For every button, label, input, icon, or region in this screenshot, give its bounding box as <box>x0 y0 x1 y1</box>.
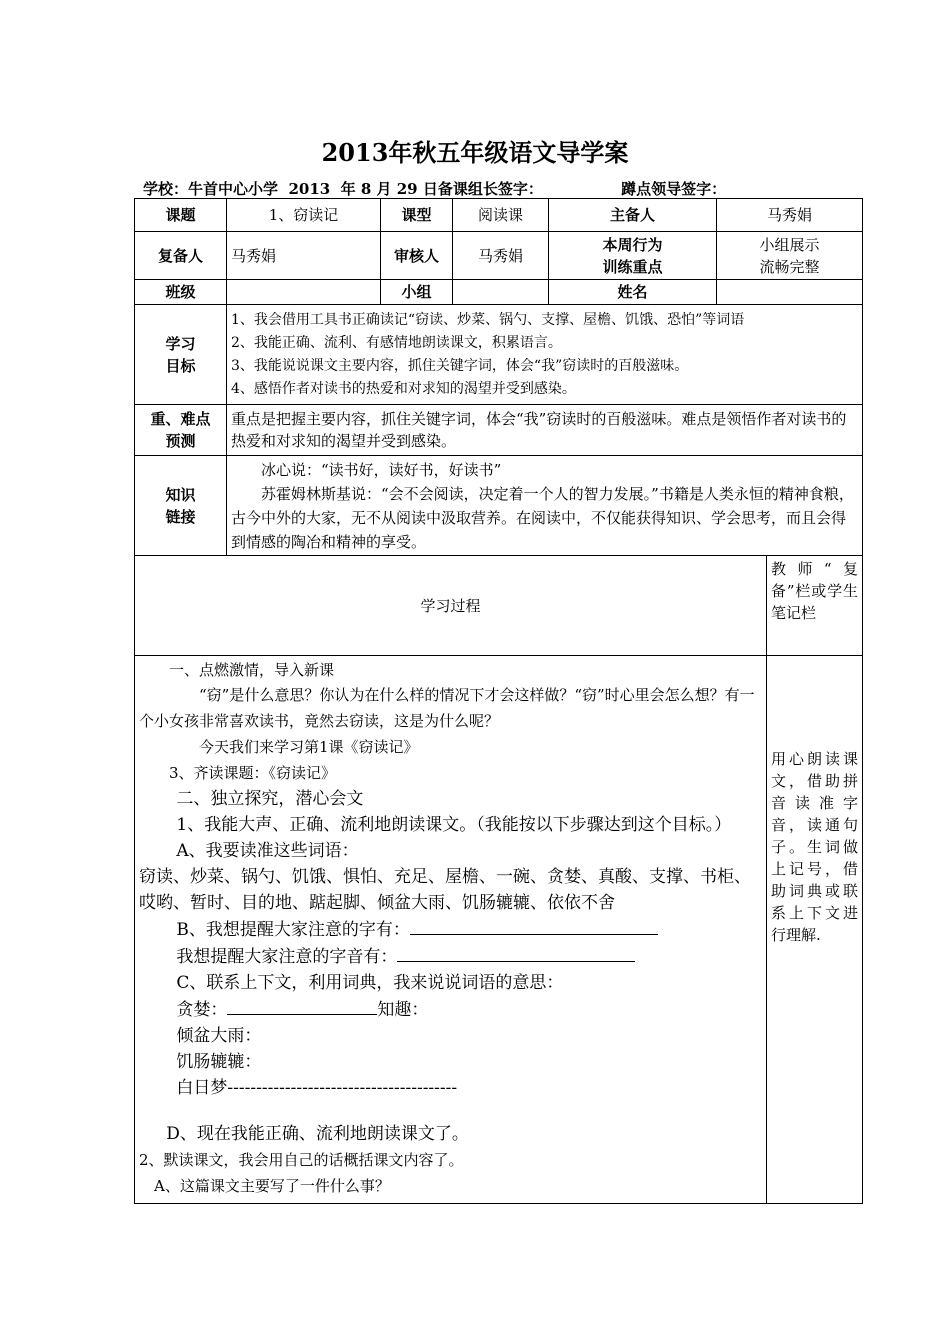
value-weekly-focus-b: 流畅完整 <box>759 257 820 276</box>
header-info: 学校：牛首中心小学 2013 年 8 月 29 日备课组长签字： 蹲点领导签字： <box>143 180 727 198</box>
word-list: 窃读、炒菜、锅勺、饥饿、惧怕、充足、屋檐、一碗、贪婪、真酸、支撑、书柜、哎哟、暂时、目的地、踮起脚、倾盆大雨、饥肠辘辘、依依不舍 <box>139 867 751 913</box>
value-topic: 1、窃读记 <box>227 199 381 232</box>
step-2: 2、默读课文，我会用自己的话概括课文内容了。 <box>139 1151 464 1169</box>
word-label: 知趣： <box>377 1000 429 1020</box>
word-label: 贪婪： <box>176 1000 228 1020</box>
teacher-note: 用心朗读课文，借助拼音读准字音，读通句子。生词做上记号，借助词典或联系上下文进行理解. <box>767 656 863 1204</box>
blank-line[interactable] <box>410 916 658 935</box>
label-weekly-focus-a: 本周行为 <box>602 235 663 254</box>
blank-line[interactable] <box>397 943 635 962</box>
goal-item: 4、感悟作者对读书的热爱和对求知的渴望并受到感染。 <box>231 380 576 397</box>
value-weekly-focus-a: 小组展示 <box>759 235 820 254</box>
value-name <box>717 280 863 305</box>
label-group: 小组 <box>381 280 453 305</box>
label-topic: 课题 <box>135 199 227 232</box>
label-key-points <box>135 405 227 456</box>
value-type: 阅读课 <box>453 199 549 232</box>
step-2a: A、这篇课文主要写了一件什么事？ <box>154 1177 390 1195</box>
intro-lesson: 今天我们来学习第1课《窃读记》 <box>199 738 419 756</box>
value-re-preparer: 马秀娟 <box>227 232 381 280</box>
step-read-aloud: 1、我能大声、正确、流利地朗读课文。（我能按以下步骤达到这个目标。） <box>176 815 732 835</box>
label-main-preparer: 主备人 <box>549 199 717 232</box>
section-heading: 一、点燃激情，导入新课 <box>169 661 335 679</box>
label-class: 班级 <box>135 280 227 305</box>
label-weekly-focus <box>549 232 717 280</box>
word-meaning-row: 倾盆大雨： <box>176 1026 262 1046</box>
step-b2-label: 我想提醒大家注意的字音有： <box>176 947 398 967</box>
label-goals <box>135 305 227 405</box>
value-class <box>227 280 381 305</box>
value-main-preparer: 马秀娟 <box>717 199 863 232</box>
label-weekly-focus-b: 训练重点 <box>602 257 663 276</box>
word-meaning-row <box>139 996 762 1023</box>
step-b-label: B、我想提醒大家注意的字有： <box>176 920 410 940</box>
label-key-b: 预测 <box>165 432 196 450</box>
goal-item: 2、我能正确、流利、有感情地朗读课文，积累语言。 <box>231 334 562 351</box>
process-content <box>135 656 767 1204</box>
quote-sukhomlinsky: 苏霍姆林斯基说：“会不会阅读，决定着一个人的智力发展。”书籍是人类永恒的精神食粮，古今中外的大家，无不从阅读中汲取营养。在阅读中，不仅能获得知识、学会思考，而且会得到情感的陶冶和精神的享受。 <box>231 484 854 551</box>
page-title: 2013年秋五年级语文导学案 <box>321 138 629 167</box>
word-meaning-row: 白日梦---------------------------------------- <box>176 1078 458 1098</box>
label-type: 课型 <box>381 199 453 232</box>
goals-content <box>227 305 863 405</box>
key-points-content: 重点是把握主要内容，抓住关键字词，体会“我”窃读时的百般滋味。难点是领悟作者对读书的热爱和对求知的渴望并受到感染。 <box>227 405 863 456</box>
label-goals-a: 学习 <box>165 334 196 353</box>
label-reviewer: 审核人 <box>381 232 453 280</box>
step-d: D、现在我能正确、流利地朗读课文了。 <box>166 1124 469 1144</box>
step-a: A、我要读准这些词语： <box>176 841 359 861</box>
spacer <box>139 1101 762 1121</box>
blank-line[interactable] <box>227 996 377 1015</box>
label-knowledge-link <box>135 456 227 556</box>
intro-question: “窃”是什么意思？你认为在什么样的情况下才会这样做？“窃”时心里会怎么想？有一个小女孩非常喜欢读书，竟然去窃读，这是为什么呢？ <box>139 686 755 730</box>
label-link-b: 链接 <box>165 507 196 526</box>
notes-column-heading: 教师“复备”栏或学生笔记栏 <box>767 556 863 656</box>
step-b2 <box>139 943 762 970</box>
label-re-preparer: 复备人 <box>135 232 227 280</box>
quote-bingxin: 冰心说：“读书好，读好书，好读书” <box>261 460 502 479</box>
goal-item: 3、我能说说课文主要内容，抓住关键字词，体会“我”窃读时的百般滋味。 <box>231 357 689 374</box>
label-goals-b: 目标 <box>165 356 196 375</box>
label-name: 姓名 <box>549 280 717 305</box>
process-heading: 学习过程 <box>135 556 767 656</box>
value-group <box>453 280 549 305</box>
section-heading: 二、独立探究，潜心会文 <box>176 789 364 809</box>
value-weekly-focus <box>717 232 863 280</box>
step-c: C、联系上下文，利用词典，我来说说词语的意思： <box>176 973 564 993</box>
value-reviewer: 马秀娟 <box>453 232 549 280</box>
goal-item: 1、我会借用工具书正确读记“窃读、炒菜、锅勺、支撑、屋檐、饥饿、恐怕”等词语 <box>231 311 745 328</box>
read-title: 3、齐读课题：《窃读记》 <box>169 764 337 782</box>
lesson-plan-table <box>134 198 863 1204</box>
label-link-a: 知识 <box>165 485 196 504</box>
knowledge-link-content <box>227 456 863 556</box>
step-b <box>139 916 762 943</box>
word-meaning-row: 饥肠辘辘： <box>176 1052 262 1072</box>
label-key-a: 重、难点 <box>150 410 211 428</box>
